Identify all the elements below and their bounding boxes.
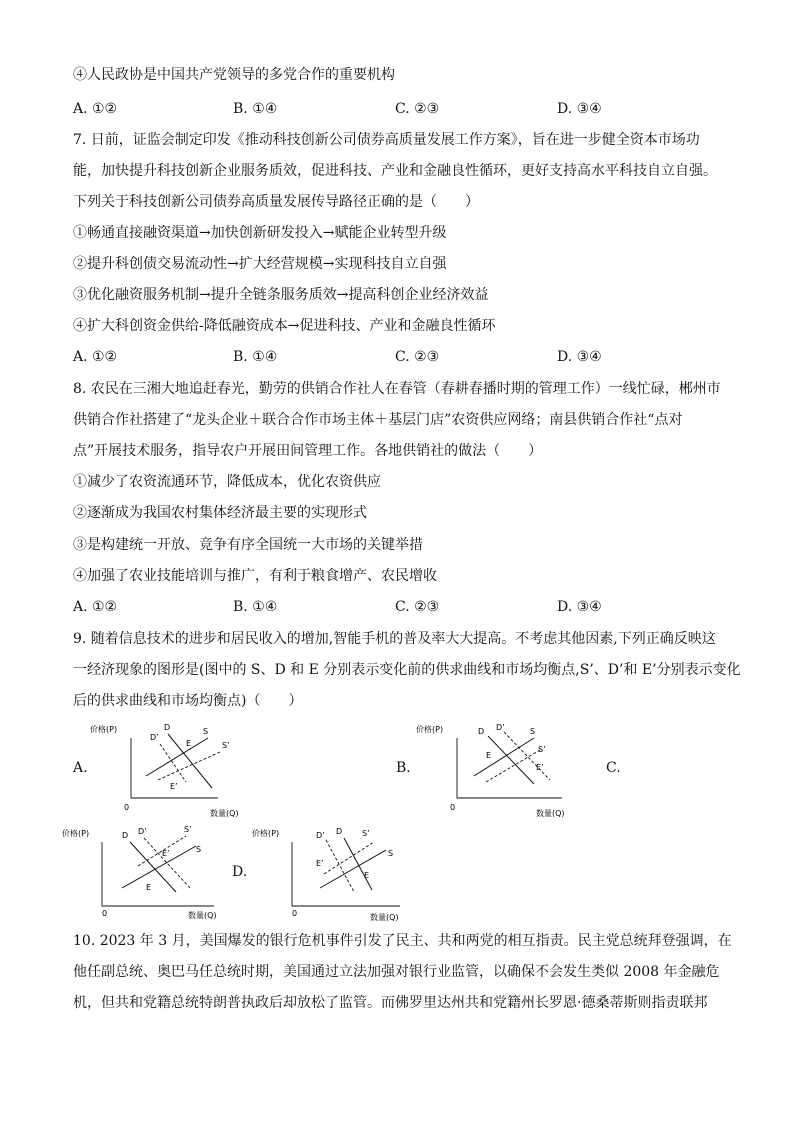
x-axis-label: 数量(Q) [370,913,399,922]
y-axis-label: 价格(P) [416,725,444,734]
q9-stem-line-3: 后的供求曲线和市场均衡点)（ ） [73,693,303,709]
x-axis-label: 数量(Q) [188,911,217,920]
q8-option-b[interactable]: B. ①④ [233,599,278,615]
q7-option-a[interactable]: A. ①② [73,349,118,365]
label-d: D [164,723,171,732]
supply-curve-s-prime [158,752,220,780]
label-d: D [122,831,129,840]
origin-label: 0 [102,909,108,918]
q9-graph-b[interactable] [412,718,577,818]
q7-option-d[interactable]: D. ③④ [557,349,602,365]
label-d-prime: D’ [316,831,325,840]
supply-curve-s-prime [486,750,540,782]
label-d: D [336,827,343,836]
label-e-prime: E’ [316,859,324,868]
q9-graph-a[interactable] [86,718,239,818]
label-s: S [388,849,394,858]
q7-option-b[interactable]: B. ①④ [233,349,278,365]
q7-stem-line-2: 能，加快提升科技创新企业服务质效，促进科技、产业和金融良性循环，更好支持高水平科技自立自强。 [73,163,717,179]
label-e: E [364,871,370,880]
supply-curve-s [146,738,208,776]
q8-item-1: ①减少了农资流通环节，降低成本，优化农资供应 [73,474,381,490]
q6-option-c[interactable]: C. ②③ [395,101,440,117]
q7-stem-line-1: 7. 日前，证监会制定印发《推动科技创新公司债券高质量发展工作方案》，旨在进一步健全资本市场功 [73,132,700,148]
label-d-prime: D’ [138,827,147,836]
q8-item-2: ②逐渐成为我国农村集体经济最主要的实现形式 [73,505,367,521]
y-axis-label: 价格(P) [62,829,90,838]
label-s-prime: S’ [362,829,370,838]
label-s-prime: S’ [222,741,230,750]
label-e: E [486,751,492,760]
q8-option-c[interactable]: C. ②③ [395,599,440,615]
q6-options [73,100,733,118]
x-axis-label: 数量(Q) [536,809,565,818]
q8-options [73,598,733,616]
demand-curve-d-prime [504,732,550,780]
label-d: D [478,727,485,736]
q8-stem-line-3: 点”开展技术服务，指导农户开展田间管理工作。各地供销社的做法（ ） [73,443,543,459]
q8-option-a[interactable]: A. ①② [73,599,118,615]
label-e-prime: E’ [170,782,178,791]
q8-item-3: ③是构建统一开放、竞争有序全国统一大市场的关键举措 [73,537,423,553]
y-axis-label: 价格(P) [90,725,118,734]
label-d-prime: D’ [496,723,505,732]
q9-option-b-label[interactable]: B. [396,760,411,776]
label-s: S [196,845,202,854]
q7-item-2: ②提升科创债交易流动性→扩大经营规模→实现科技自立自强 [73,256,447,272]
label-s-prime: S’ [184,825,192,834]
q6-item-4: ④人民政协是中国共产党领导的多党合作的重要机构 [73,67,395,83]
y-axis-label: 价格(P) [252,829,280,838]
q7-item-4: ④扩大科创资金供给-降低融资成本→促进科技、产业和金融良性循环 [73,318,496,334]
q10-stem-line-3: 机，但共和党籍总统特朗普执政后却放松了监管。而佛罗里达州共和党籍州长罗恩·德桑蒂斯则指责联邦 [73,995,708,1011]
q8-item-4: ④加强了农业技能培训与推广，有利于粮食增产、农民增收 [73,568,437,584]
label-s-prime: S’ [538,745,546,754]
q7-item-1: ①畅通直接融资渠道→加快创新研发投入→赋能企业转型升级 [73,225,447,241]
q9-graph-c[interactable] [60,822,225,922]
q9-option-a-label[interactable]: A. [73,760,88,776]
x-axis-label: 数量(Q) [210,809,239,818]
demand-curve-d-prime [160,744,186,782]
label-d-prime: D’ [150,733,159,742]
origin-label: 0 [124,803,130,812]
q7-options [73,348,733,366]
label-e: E [186,739,192,748]
q7-item-3: ③优化融资服务机制→提升全链条服务质效→提高科创企业经济效益 [73,287,489,303]
q9-stem-line-1: 9. 随着信息技术的进步和居民收入的增加,智能手机的普及率大大提高。不考虑其他因素,下列正确反映这 [73,631,716,647]
q10-stem-line-1: 10. 2023 年 3 月，美国爆发的银行危机事件引发了民主、共和两党的相互指责。民主党总统拜登强调，在 [73,933,732,949]
label-e: E [146,883,152,892]
q6-option-a[interactable]: A. ①② [73,101,118,117]
label-s: S [203,727,209,736]
q8-stem-line-1: 8. 农民在三湘大地追赶春光，勤劳的供销合作社人在春管（春耕春播时期的管理工作）一线忙碌，郴州市 [73,381,721,397]
origin-label: 0 [450,803,456,812]
q9-option-c-label[interactable]: C. [606,760,621,776]
q10-stem-line-2: 他任副总统、奥巴马任总统时期，美国通过立法加强对银行业监管，以确保不会发生类似 2008 年金融危 [73,964,720,980]
label-e-prime: E’ [162,849,170,858]
q8-stem-line-2: 供销合作社搭建了“龙头企业＋联合合作市场主体＋基层门店”农资供应网络；南县供销合作社“点对 [73,412,683,428]
q8-option-d[interactable]: D. ③④ [557,599,602,615]
supply-curve-s [122,846,196,888]
supply-curve-s [474,738,534,776]
q9-stem-line-2: 一经济现象的图形是(图中的 S、D 和 E 分别表示变化前的供求曲线和市场均衡点,S’、D’和 E’分别表示变化 [73,662,741,678]
label-s: S [530,727,536,736]
q9-option-d-label[interactable]: D. [232,864,248,880]
origin-label: 0 [292,909,298,918]
q6-option-d[interactable]: D. ③④ [557,101,602,117]
q9-graph-d[interactable] [250,822,415,922]
q7-option-c[interactable]: C. ②③ [395,349,440,365]
q7-stem-line-3: 下列关于科技创新公司债券高质量发展传导路径正确的是（ ） [73,194,479,210]
label-e-prime: E’ [536,763,544,772]
q6-option-b[interactable]: B. ①④ [233,101,278,117]
